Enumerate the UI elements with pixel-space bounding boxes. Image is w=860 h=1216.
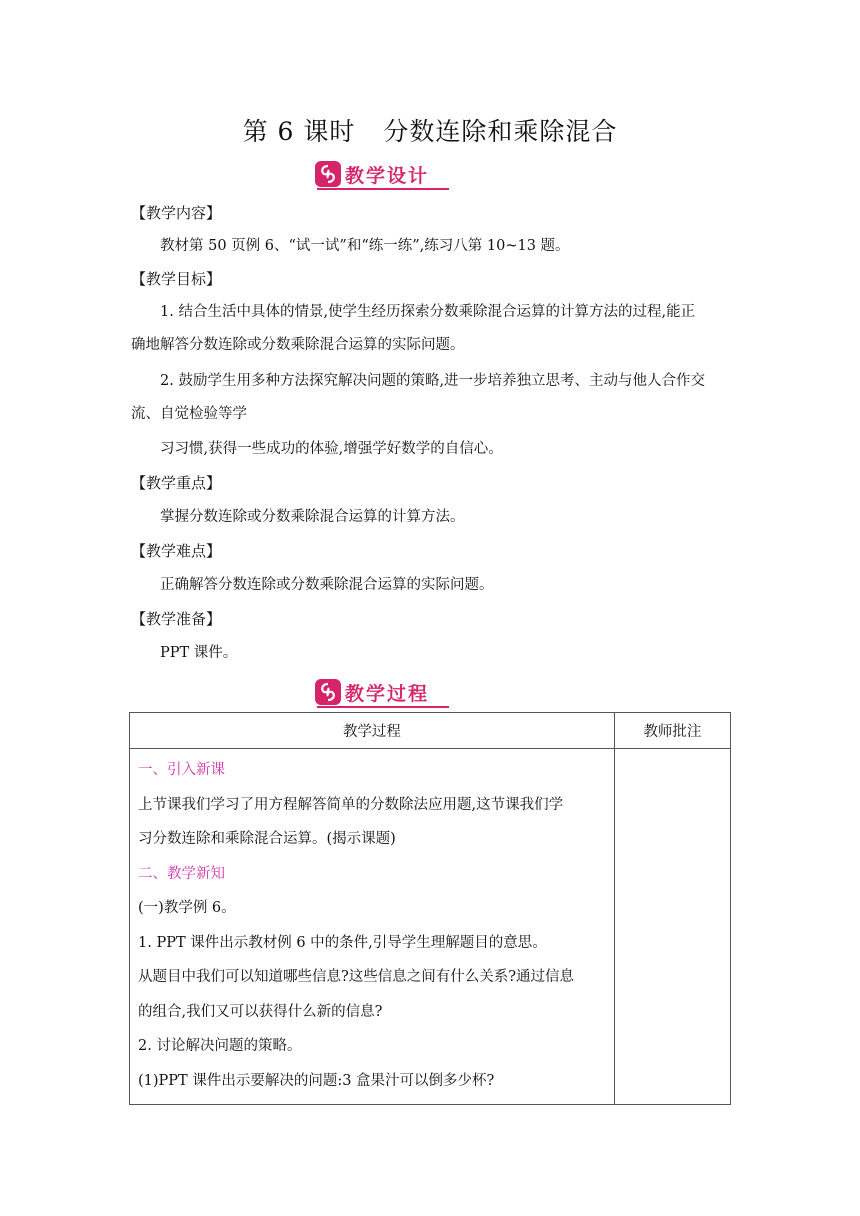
prep-heading: 【教学准备】 (131, 610, 222, 628)
teaching-design-badge (315, 160, 447, 188)
badge-label: 教学过程 (345, 682, 430, 705)
goals-p2-line2: 流、自觉检验等学 (131, 406, 247, 422)
table-line: (一)教学例 6。 (138, 900, 236, 916)
page-title (0, 112, 860, 148)
table-line: 的组合,我们又可以获得什么新的信息? (138, 1003, 383, 1020)
process-cell (130, 749, 615, 1105)
content-text: 教材第 50 页例 6、“试一试”和“练一练”,练习八第 10~13 题。 (160, 238, 570, 254)
badge-label: 教学设计 (345, 164, 430, 187)
header-notes: 教师批注 (614, 713, 730, 749)
table-line: 上节课我们学习了用方程解答简单的分数除法应用题,这节课我们学 (138, 796, 564, 813)
table-line: 从题目中我们可以知道哪些信息?这些信息之间有什么关系?通过信息 (138, 969, 575, 985)
notes-cell (614, 749, 730, 1105)
goals-p2-line1: 2. 鼓励学生用多种方法探究解决问题的策略,进一步培养独立思考、主动与他人合作交 (160, 373, 706, 389)
key-text: 掌握分数连除或分数乘除混合运算的计算方法。 (160, 509, 465, 525)
swirl-logo-icon (315, 679, 341, 705)
process-table (129, 712, 731, 1105)
goals-heading: 【教学目标】 (131, 270, 222, 288)
table-row (130, 749, 731, 1105)
content-heading: 【教学内容】 (131, 204, 222, 222)
key-heading: 【教学重点】 (131, 474, 222, 492)
teaching-process-badge (315, 678, 447, 706)
goals-p3: 习习惯,获得一些成功的体验,增强学好数学的自信心。 (160, 441, 503, 457)
badge-underline (317, 706, 449, 708)
header-process: 教学过程 (130, 713, 615, 749)
section-heading-intro: 一、引入新课 (138, 762, 225, 778)
table-line: (1)PPT 课件出示要解决的问题:3 盒果汁可以倒多少杯? (138, 1072, 495, 1089)
prep-text: PPT 课件。 (160, 645, 238, 661)
lesson-topic: 分数连除和乘除混合 (383, 117, 618, 146)
section-heading-new: 二、教学新知 (138, 865, 225, 882)
table-line: 2. 讨论解决问题的策略。 (138, 1038, 302, 1054)
table-header-row (130, 713, 731, 749)
lesson-number: 第 6 课时 (242, 117, 356, 146)
goals-p1-line2: 确地解答分数连除或分数乘除混合运算的实际问题。 (131, 337, 465, 353)
goals-p1-line1: 1. 结合生活中具体的情景,使学生经历探索分数乘除混合运算的计算方法的过程,能正 (160, 304, 696, 320)
table-line: 1. PPT 课件出示教材例 6 中的条件,引导学生理解题目的意思。 (138, 934, 547, 951)
difficult-heading: 【教学难点】 (131, 542, 222, 560)
table-line: 习分数连除和乘除混合运算。(揭示课题) (138, 831, 396, 847)
badge-underline (317, 188, 449, 190)
difficult-text: 正确解答分数连除或分数乘除混合运算的实际问题。 (160, 577, 494, 593)
swirl-logo-icon (315, 161, 341, 187)
